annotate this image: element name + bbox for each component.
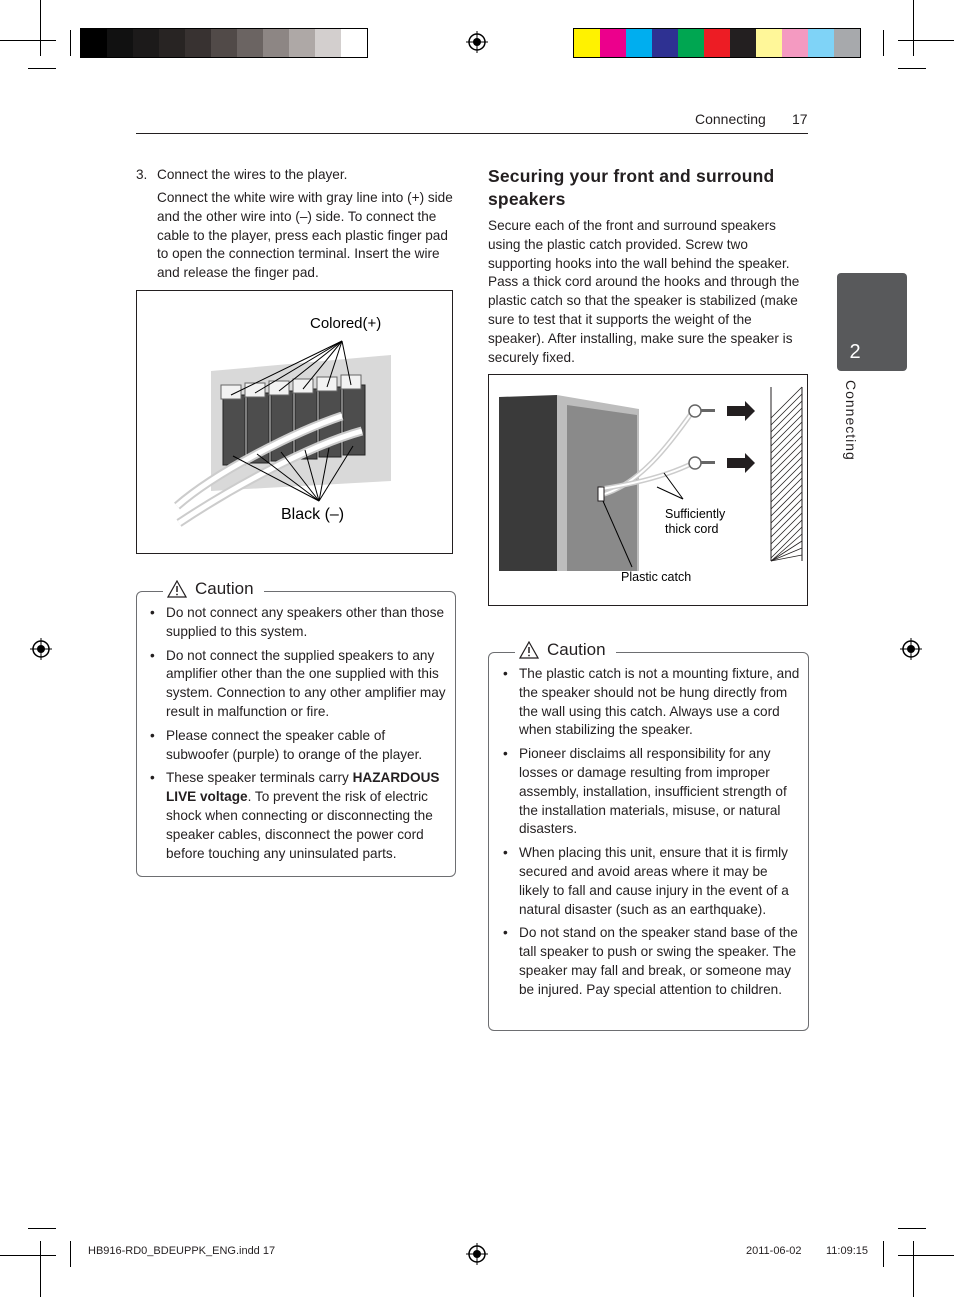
registration-mark-icon: [466, 1243, 488, 1265]
crop-mark: [883, 30, 884, 56]
caution-text: . To prevent the risk of electric shock when connecting or disconnecting the speaker cables, disconnect the power cord before touching any uninsulated parts.: [166, 789, 433, 861]
header-rule: [136, 133, 808, 134]
crop-mark: [28, 1228, 56, 1229]
section-body: Secure each of the front and surround speakers using the plastic catch provided. Screw two supporting hooks into the wall behind the speaker. Pass a thick cord around the hooks and through the plastic catch so that the speaker is stabilized (make sure to test that it supports the weight of the speaker). After installing, make sure the speaker is securely fixed.: [488, 218, 800, 365]
registration-mark-icon: [466, 31, 488, 53]
caution-item: • Pioneer disclaims all responsibility for any losses or damage resulting from improper assembly, installation, insufficient strength of the installation materials, misuse, or natural disasters.: [501, 745, 801, 839]
color-swatch: [133, 29, 159, 57]
caution-item: • Please connect the speaker cable of subwoofer (purple) to orange of the player.: [148, 727, 448, 765]
step-title: Connect the wires to the player.: [157, 167, 348, 182]
registration-mark-icon: [30, 638, 52, 660]
warning-icon: [519, 641, 539, 659]
color-swatch: [289, 29, 315, 57]
color-swatch: [730, 29, 756, 57]
color-swatch: [315, 29, 341, 57]
crop-mark: [898, 40, 954, 41]
speaker-securing-diagram: [489, 375, 807, 605]
step-text: Connect the white wire with gray line into (+) side and the other wire into (–) side. To connect the cable to the player, press each plastic finger pad to open the connection terminal. Insert the wire and release the finger pad.: [157, 190, 453, 281]
caution-item: • The plastic catch is not a mounting fixture, and the speaker should not be hung directly from the wall using this catch. Always use a cord when stabilizing the speaker.: [501, 665, 801, 740]
color-swatch: [678, 29, 704, 57]
label-colored: Colored(+): [310, 315, 382, 332]
color-swatch: [574, 29, 600, 57]
footer-filename: HB916-RD0_BDEUPPK_ENG.indd 17: [88, 1245, 276, 1257]
caution-item: • Do not stand on the speaker stand base of the tall speaker to push or swing the speaker. The speaker may fall and break, or someone may be injured. Pay special attention to children.: [501, 924, 801, 999]
crop-mark: [883, 1241, 884, 1267]
speaker-terminal-diagram: [137, 291, 452, 553]
caution-heading: [163, 579, 264, 599]
step-number: 3.: [136, 167, 148, 182]
color-swatch: [626, 29, 652, 57]
crop-mark: [70, 30, 71, 56]
warning-icon: [167, 580, 187, 598]
caution-list: [501, 665, 801, 1005]
caution-title: Caution: [547, 640, 606, 659]
label-cord-1: Sufficiently: [665, 507, 726, 521]
crop-mark: [28, 68, 56, 69]
plastic-catch-illustration: [488, 374, 808, 606]
footer-time: 11:09:15: [826, 1245, 869, 1257]
caution-item: [148, 769, 448, 863]
caution-text: These speaker terminals carry: [166, 770, 353, 786]
caution-item: • Do not connect any speakers other than those supplied to this system.: [148, 604, 448, 642]
chapter-label: Connecting: [843, 380, 859, 461]
crop-mark: [0, 1255, 56, 1256]
crop-mark: [898, 68, 926, 69]
caution-box-right: [488, 640, 809, 1031]
crop-mark: [40, 0, 41, 56]
running-header-section: Connecting: [695, 111, 766, 127]
label-black: Black (–): [281, 506, 345, 523]
caution-box-left: [136, 579, 456, 877]
color-swatch: [159, 29, 185, 57]
color-swatch: [704, 29, 730, 57]
registration-mark-icon: [900, 638, 922, 660]
section-title: Securing your front and surround speakers: [488, 166, 775, 209]
color-swatch: [756, 29, 782, 57]
terminal-illustration: [136, 290, 453, 554]
crop-mark: [898, 1228, 926, 1229]
chapter-number: 2: [849, 341, 861, 363]
caution-item: • Do not connect the supplied speakers to any amplifier other than the one supplied with this system. Connection to any other amplifier may result in malfunction or fire.: [148, 647, 448, 722]
caution-title: Caution: [195, 579, 254, 598]
color-swatch: [808, 29, 834, 57]
color-swatch: [341, 29, 367, 57]
color-swatch: [211, 29, 237, 57]
crop-mark: [913, 1241, 914, 1297]
color-swatch: [834, 29, 860, 57]
crop-mark: [40, 1241, 41, 1297]
crop-mark: [898, 1255, 954, 1256]
label-plastic-catch: Plastic catch: [621, 570, 692, 584]
color-swatch: [263, 29, 289, 57]
color-swatch: [782, 29, 808, 57]
crop-mark: [913, 0, 914, 56]
hazard-text: HAZARDOUS LIVE voltage: [166, 770, 440, 805]
footer-date: 2011-06-02: [746, 1245, 802, 1257]
color-swatch: [600, 29, 626, 57]
color-swatch: [185, 29, 211, 57]
caution-heading: [515, 640, 616, 660]
crop-mark: [70, 1241, 71, 1267]
color-swatch: [107, 29, 133, 57]
caution-list: [148, 604, 448, 868]
color-bar: [573, 28, 861, 58]
grayscale-bar: [80, 28, 368, 58]
color-swatch: [652, 29, 678, 57]
page-number: 17: [792, 111, 808, 127]
caution-item: • When placing this unit, ensure that it is firmly secured and avoid areas where it may be likely to fall and cause injury in the event of a natural disaster (such as an earthquake).: [501, 844, 801, 919]
color-swatch: [237, 29, 263, 57]
label-cord-2: thick cord: [665, 522, 719, 536]
crop-mark: [0, 40, 56, 41]
color-swatch: [81, 29, 107, 57]
